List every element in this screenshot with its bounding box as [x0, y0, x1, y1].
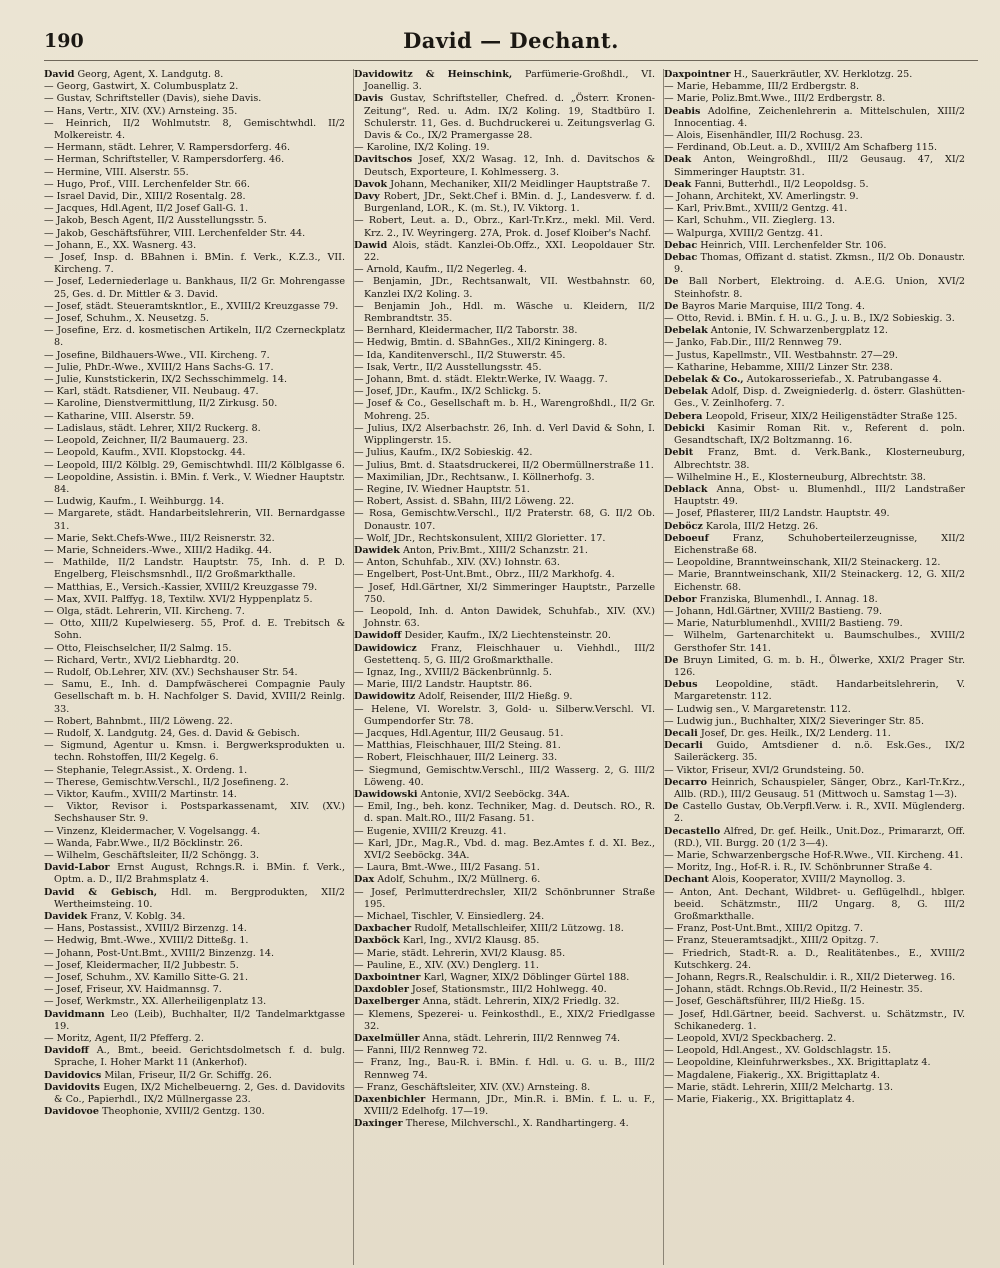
directory-entry: — Otto, XIII/2 Kupelwieserg. 55, Prof. d. E. Trebitsch & Sohn. [44, 618, 345, 642]
directory-entry: — Gustav, Schriftsteller (Davis), siehe Davis. [44, 93, 262, 105]
directory-entry: — Ferdinand, Ob.Leut. a. D., XVIII/2 Am Schafberg 115. [664, 142, 938, 154]
directory-entry: — Viktor, Friseur, XVI/2 Grundsteing. 50. [664, 764, 865, 776]
directory-entry: — Karl, JDr., Mag.R., Vbd. d. mag. Bez.Amtes f. d. XI. Bez., XVI/2 Seeböckg. 34A. [354, 837, 655, 861]
column-2 [353, 69, 655, 1265]
directory-entry: — Robert, Bahnbmt., III/2 Löweng. 22. [44, 715, 233, 727]
directory-entry: — Marie, Branntweinschank, XII/2 Steinackerg. 12, G. XII/2 Eichenstr. 68. [664, 569, 965, 593]
directory-entry: — Hedwig, Bmt.-Wwe., XVIII/2 Ditteßg. 1. [44, 935, 249, 947]
directory-entry: Debera Leopold, Friseur, XIX/2 Heiligenstädter Straße 125. [664, 410, 958, 422]
directory-entry: — Ludwig jun., Buchhalter, XIX/2 Sieveringer Str. 85. [664, 715, 925, 727]
directory-entry: — Josef, städt. Steueramtskntlor., E., XVIII/2 Kreuzgasse 79. [44, 300, 339, 312]
directory-entry: — Georg, Gastwirt, X. Columbusplatz 2. [44, 81, 239, 93]
directory-entry: De Bruyn Limited, G. m. b. H., Ölwerke, XXI/2 Prager Str. 126. [664, 654, 965, 678]
directory-entry: — Josef, Hdl.Gärtner, beeid. Sachverst. u. Schätzmstr., IV. Schikanederg. 1. [664, 1008, 965, 1032]
directory-entry: — Franz, Ing., Bau-R. i. BMin. f. Hdl. u. G. u. B., III/2 Rennweg 74. [354, 1057, 655, 1081]
directory-entry: — Hans, Vertr., XIV. (XV.) Arnsteing. 35. [44, 105, 238, 117]
directory-entry: — Walpurga, XVIII/2 Gentzg. 41. [664, 227, 823, 239]
directory-entry: Daxelmüller Anna, städt. Lehrerin, III/2 Rennweg 74. [354, 1033, 621, 1045]
directory-entry: — Olga, städt. Lehrerin, VII. Kircheng. 7. [44, 605, 245, 617]
directory-entry: Davidovits Eugen, IX/2 Michelbeuerng. 2, Ges. d. Davidovits & Co., Papierhdl., IX/2 Müllnergasse 23. [44, 1081, 345, 1106]
directory-entry: — Josef, Pflasterer, III/2 Landstr. Hauptstr. 49. [664, 508, 890, 520]
directory-entry: — Karl, Priv.Bmt., XVIII/2 Gentzg. 41. [664, 203, 848, 215]
directory-entry: — Jacques, Hdl.Agent, II/2 Josef Gall-G. 1. [44, 203, 249, 215]
directory-entry: Dawidowitz Adolf, Reisender, III/2 Hießg. 9. [354, 691, 573, 703]
directory-entry: Debelak Antonie, IV. Schwarzenbergplatz 12. [664, 325, 888, 337]
directory-entry: — Richard, Vertr., XVI/2 Liebhardtg. 20. [44, 654, 240, 666]
directory-entry: Deboeuf Franz, Schuhoberteilerzeugnisse, XII/2 Eichenstraße 68. [664, 532, 965, 556]
directory-entry: — Eugenie, XVIII/2 Kreuzg. 41. [354, 825, 507, 837]
directory-entry: — Robert, Assist. d. SBahn, III/2 Löweng. 22. [354, 496, 575, 508]
directory-entry: — Bernhard, Kleidermacher, II/2 Taborstr. 38. [354, 325, 578, 337]
directory-entry: — Pauline, E., XIV. (XV.) Denglerg. 11. [354, 959, 539, 971]
directory-entry: — Josef, Werkmstr., XX. Allerheiligenplatz 13. [44, 996, 267, 1008]
directory-entry: — Marie, III/2 Landstr. Hauptstr. 86. [354, 679, 533, 691]
directory-entry: — Hans, Postassist., XVIII/2 Birzenzg. 14. [44, 923, 247, 935]
directory-entry: — Marie, Schneiders.-Wwe., XIII/2 Hadikg. 44. [44, 544, 272, 556]
directory-entry: — Karl, Schuhm., VII. Zieglerg. 13. [664, 215, 836, 227]
directory-entry: — Josef, Perlmutterdrechsler, XII/2 Schönbrunner Straße 195. [354, 886, 655, 910]
directory-entry: — Marie, Fiakerig., XX. Brigittaplatz 4. [664, 1094, 855, 1106]
directory-entry: — Herman, Schriftsteller, V. Rampersdorferg. 46. [44, 154, 285, 166]
directory-entry: — Siegmund, Gemischtw.Verschl., III/2 Wasserg. 2, G. III/2 Löweng. 40. [354, 764, 655, 788]
directory-entry: — Magdalene, Fiakerig., XX. Brigittaplatz 4. [664, 1069, 880, 1081]
directory-entry: — Michael, Tischler, V. Einsiedlerg. 24. [354, 911, 545, 923]
directory-entry: — Mathilde, II/2 Landstr. Hauptstr. 75, Inh. d. P. D. Engelberg, Fleischsmsnhdl., II/2 Großmarkthalle. [44, 557, 345, 581]
directory-entry: — Josef, Geschäftsführer, III/2 Hießg. 15. [664, 996, 865, 1008]
directory-entry: Debac Heinrich, VIII. Lerchenfelder Str. 106. [664, 239, 887, 251]
directory-entry: — Julius, IX/2 Alserbachstr. 26, Inh. d. Verl David & Sohn, I. Wipplingerstr. 15. [354, 422, 655, 447]
directory-entry: Dawidoff Desider, Kaufm., IX/2 Liechtensteinstr. 20. [354, 630, 611, 642]
directory-entry: — Wolf, JDr., Rechtskonsulent, XIII/2 Gloriettег. 17. [354, 532, 606, 544]
directory-entry: — Marie, Poliz.Bmt.Wwe., III/2 Erdbergstr. 8. [664, 93, 886, 105]
directory-entry: — Julius, Kaufm., IX/2 Sobieskig. 42. [354, 447, 533, 459]
directory-entry: Davok Johann, Mechaniker, XII/2 Meidlinger Hauptstraße 7. [354, 178, 651, 190]
directory-entry: De Bayros Marie Marquise, III/2 Tong. 4. [664, 300, 865, 312]
directory-entry: — Karoline, IX/2 Koling. 19. [354, 142, 490, 154]
directory-entry: Dawid Alois, städt. Kanzlei-Ob.Offz., XXI. Leopoldauer Str. 22. [354, 239, 655, 264]
directory-entry: Deabis Adolfine, Zeichenlehrerin a. Mittelschulen, XIII/2 Innocentiag. 4. [664, 105, 965, 129]
directory-entry: Debelak & Co., Autokarosseriefab., X. Patrubangasse 4. [664, 374, 942, 386]
directory-entry: — Hedwig, Bmtin. d. SBahnGes., XII/2 Kiningerg. 8. [354, 337, 608, 349]
directory-entry: — Josef, Insp. d. BBahnen i. BMin. f. Verk., K.Z.3., VII. Kircheng. 7. [44, 252, 345, 276]
directory-entry: Decastello Alfred, Dr. gef. Heilk., Unit.Doz., Primararzt, Off. (RD.), VII. Burgg. 20 (1/2 3—4). [664, 825, 965, 849]
directory-entry: — Rudolf, X. Landgutg. 24, Ges. d. David & Gebisch. [44, 727, 300, 739]
directory-entry: — Moritz, Ing., Hof-R. i. R., IV. Schönbrunner Straße 4. [664, 862, 933, 874]
directory-entry: Davidek Franz, V. Koblg. 34. [44, 911, 186, 923]
directory-entry: Dax Adolf, Schuhm., IX/2 Müllnerg. 6. [354, 874, 541, 886]
directory-entry: David-Labor Ernst August, Rchngs.R. i. BMin. f. Verk., Optm. a. D., II/2 Brahmsplatz 4. [44, 862, 345, 886]
directory-entry: Daxpointner H., Sauerkräutler, XV. Herklotzg. 25. [664, 69, 913, 80]
directory-entry: — Regine, IV. Wiedner Hauptstr. 51. [354, 483, 530, 495]
directory-entry: Decarro Heinrich, Schauspieler, Sänger, Obrz., Karl-Tr.Krz., Allb. (RD.), III/2 Geusaug. 51 (Mittwoch u. Samstag 1—3). [664, 776, 965, 800]
directory-entry: — Johann, Regrs.R., Realschuldir. i. R., XII/2 Dieterweg. 16. [664, 972, 956, 984]
directory-entry: Decali Josef, Dr. ges. Heilk., IX/2 Lenderg. 11. [664, 727, 891, 739]
directory-entry: — Helene, VI. Worelstr. 3, Gold- u. Silberw.Verschl. VI. Gumpendorfer Str. 78. [354, 703, 655, 727]
directory-entry: — Ludwig sen., V. Margaretenstr. 112. [664, 703, 851, 715]
directory-entry: Daxinger Therese, Milchverschl., X. Randhartingerg. 4. [354, 1118, 629, 1130]
directory-entry: — Josef, Kleidermacher, II/2 Jubbestr. 5. [44, 959, 239, 971]
directory-entry: — Johann, Architekt, XV. Amerlingstr. 9. [664, 191, 859, 203]
directory-entry: Debelak Adolf, Disp. d. Zweigniederlg. d. österr. Glashütten-Ges., V. Zeinlhoferg. 7. [664, 386, 965, 410]
directory-entry: — Marie, Naturblumenhdl., XVIII/2 Bastieng. 79. [664, 618, 903, 630]
directory-entry: — Leopold, XVI/2 Speckbacherg. 2. [664, 1033, 837, 1045]
directory-entry: — Maximilian, JDr., Rechtsanw., I. Köllnerhofg. 3. [354, 471, 595, 483]
directory-entry: — Josef, Friseur, XV. Haidmannsg. 7. [44, 984, 222, 996]
directory-entry: — Margarete, städt. Handarbeitslehrerin, VII. Bernardgasse 31. [44, 508, 345, 532]
directory-entry: — Max, XVII. Palffyg. 18, Textilw. XVI/2 Hyppenplatz 5. [44, 593, 313, 605]
directory-entry: — Robert, Leut. a. D., Obrz., Karl-Tr.Krz., mekl. Mil. Verd. Krz. 2., IV. Weyringerg. 27A, Prok. d. Josef Kloiber's Nachf. [354, 215, 655, 239]
directory-entry: — Johann, Hdl.Gärtner, XVIII/2 Bastieng. 79. [664, 605, 883, 617]
directory-entry: Davidovics Milan, Friseur, II/2 Gr. Schiffg. 26. [44, 1069, 272, 1081]
directory-entry: — Janko, Fab.Dir., III/2 Rennweg 79. [664, 337, 842, 349]
directory-entry: — Wilhelm, Geschäftsleiter, II/2 Schöngg. 3. [44, 850, 260, 861]
directory-entry: — Sigmund, Agentur u. Kmsn. i. Bergwerksprodukten u. techn. Rohstoffen, III/2 Kegelg. 6. [44, 740, 345, 764]
directory-entry: — Franz, Post-Unt.Bmt., XIII/2 Opitzg. 7. [664, 923, 864, 935]
directory-entry: — Marie, städt. Lehrerin, XVI/2 Klausg. 85. [354, 947, 566, 959]
directory-entry: — Anton, Ant. Dechant, Wildbret- u. Geflügelhdl., hblger. beeid. Schätzmstr., III/2 Ungarg. 8, G. III/2 Großmarkthalle. [664, 886, 965, 923]
directory-entry: Daxenbichler Hermann, JDr., Min.R. i. BMin. f. L. u. F., XVIII/2 Edelhofg. 17—19. [354, 1094, 655, 1118]
directory-entry: Davidowitz & Heinschink, Parfümerie-Großhdl., VI. Joanellig. 3. [354, 69, 655, 93]
directory-entry: — Leopold, Hdl.Angest., XV. Goldschlagstr. 15. [664, 1045, 892, 1057]
directory-entry: — Isak, Vertr., II/2 Ausstellungsstr. 45. [354, 361, 542, 373]
directory-entry: — Leopoldine, Assistin. i. BMin. f. Verk., V. Wiedner Hauptstr. 84. [44, 471, 345, 495]
directory-entry: — Karoline, Dienstvermittlung, II/2 Zirkusg. 50. [44, 398, 278, 410]
directory-entry: — Marie, Hebamme, III/2 Erdbergstr. 8. [664, 81, 860, 93]
directory-entry: Daxdobler Josef, Stationsmstr., III/2 Hohlwegg. 40. [354, 984, 607, 996]
directory-entry: — Johann, städt. Rchngs.Ob.Revid., II/2 Heinestr. 35. [664, 984, 923, 996]
directory-entry: — Ludwig, Kaufm., I. Weihburgg. 14. [44, 496, 225, 508]
directory-entry: — Friedrich, Stadt-R. a. D., Realitätenbes., E., XVIII/2 Kutschkerg. 24. [664, 947, 965, 971]
directory-entry: Davy Robert, JDr., Sekt.Chef i. BMin. d. J., Landesverw. f. d. Burgenland, LOR., K. (m. St.), IV. Viktorg. 1. [354, 191, 655, 215]
directory-entry: — Leopold, III/2 Kölblg. 29, Gemischtwhdl. III/2 Kölblgasse 6. [44, 459, 345, 471]
directory-entry: — Johann, E., XX. Wasnerg. 43. [44, 239, 197, 251]
directory-entry: Decarli Guido, Amtsdiener d. n.ö. Esk.Ges., IX/2 Saileräckerg. 35. [664, 740, 965, 764]
directory-entry: — Josef, Schuhm., X. Neusetzg. 5. [44, 313, 209, 325]
directory-entry: — Franz, Geschäftsleiter, XIV. (XV.) Arnsteing. 8. [354, 1081, 591, 1093]
directory-entry: Davis Gustav, Schriftsteller, Chefred. d. „Österr. Kronen-Zeitung“, Red. u. Adm. IX/2 Koling. 19, Stadtbüro I. Schulerstr. 11, Ges. d. Buchdruckerei u. Zeitungsverlag G. Davis & Co., IX/2 Pramergasse 28. [354, 93, 655, 142]
directory-entry: Debit Franz, Bmt. d. Verk.Bank., Klosterneuburg, Albrechtstr. 38. [664, 447, 965, 471]
directory-entry: Dechant Alois, Kooperator, XVIII/2 Maynollog. 3. [664, 874, 906, 886]
directory-entry: — Otto, Revid. i. BMin. f. H. u. G., J. u. B., IX/2 Sobieskig. 3. [664, 313, 955, 325]
directory-entry: — Viktor, Kaufm., XVIII/2 Martinstr. 14. [44, 788, 237, 800]
directory-entry: — Marie, Schwarzenbergsche Hof-R.Wwe., VII. Kircheng. 41. [664, 850, 964, 861]
directory-entry: — Arnold, Kaufm., II/2 Negerleg. 4. [354, 264, 527, 276]
columns [44, 69, 978, 1265]
directory-entry: — Ignaz, Ing., XVIII/2 Bäckenbrünnlg. 5. [354, 666, 552, 678]
directory-entry: — Josef, JDr., Kaufm., IX/2 Schlickg. 5. [354, 386, 542, 398]
directory-entry: De Castello Gustav, Ob.Verpfl.Verw. i. R., XVII. Müglenderg. 2. [664, 801, 965, 825]
directory-entry: — Benjamin Joh., Hdl. m. Wäsche u. Kleidern, II/2 Rembrandtstr. 35. [354, 300, 655, 325]
directory-entry: — Engelbert, Post-Unt.Bmt., Obrz., III/2 Markhofg. 4. [354, 569, 615, 581]
directory-entry: Davidoff A., Bmt., beeid. Gerichtsdolmetsch f. d. bulg. Sprache, I. Hoher Markt 11 (Ankerhof). [44, 1045, 345, 1069]
page-number: 190 [44, 30, 84, 52]
directory-entry: — Ladislaus, städt. Lehrer, XII/2 Ruckerg. 8. [44, 422, 261, 434]
directory-entry: — Julius, Bmt. d. Staatsdruckerei, II/2 Obermüllnerstraße 11. [354, 459, 654, 471]
directory-entry: David & Gebisch, Hdl. m. Bergprodukten, XII/2 Wertheimsteing. 10. [44, 886, 345, 910]
directory-entry: — Leopold, Kaufm., XVII. Klopstockg. 44. [44, 447, 246, 459]
directory-entry: — Franz, Steueramtsadjkt., XIII/2 Opitzg. 7. [664, 935, 879, 947]
directory-entry: — Jacques, Hdl.Agentur, III/2 Geusaug. 51. [354, 727, 564, 739]
directory-entry: — Hugo, Prof., VIII. Lerchenfelder Str. 66. [44, 178, 250, 190]
directory-entry: Deböcz Karola, III/2 Hetzg. 26. [664, 520, 819, 532]
directory-entry: Dawidek Anton, Priv.Bmt., XIII/2 Schanzstr. 21. [354, 544, 588, 556]
directory-entry: — Marie, Sekt.Chefs-Wwe., III/2 Reisnerstr. 32. [44, 532, 275, 544]
directory-entry: — Matthias, Fleischhauer, III/2 Steing. 81. [354, 740, 561, 752]
directory-entry: Debus Leopoldine, städt. Handarbeitslehrerin, V. Margaretenstr. 112. [664, 679, 965, 703]
directory-entry: — Samu, E., Inh. d. Dampfwäscherei Compagnie Pauly Gesellschaft m. b. H. Nachfolger S. David, XVIII/2 Reinlg. 33. [44, 679, 345, 715]
directory-entry: — Emil, Ing., beh. konz. Techniker, Mag. d. Deutsch. RO., R. d. span. Malt.RO., III/2 Fasang. 51. [354, 801, 655, 825]
directory-entry: — Ida, Kanditenverschl., II/2 Stuwerstr. 45. [354, 349, 566, 361]
directory-entry: Debor Franziska, Blumenhdl., I. Annag. 18. [664, 593, 878, 605]
directory-entry: David Georg, Agent, X. Landgutg. 8. [44, 69, 224, 80]
directory-entry: — Vinzenz, Kleidermacher, V. Vogelsangg. 4. [44, 825, 261, 837]
directory-entry: — Rosa, Gemischtw.Verschl., II/2 Praterstr. 68, G. II/2 Ob. Donaustr. 107. [354, 508, 655, 532]
directory-entry: — Josef, Lederniederlage u. Bankhaus, II/2 Gr. Mohrengasse 25, Ges. d. Dr. Mittler & 3. David. [44, 276, 345, 300]
directory-entry: — Jakob, Besch Agent, II/2 Ausstellungsstr. 5. [44, 215, 267, 227]
directory-entry: — Leopold, Zeichner, II/2 Baumauerg. 23. [44, 435, 248, 447]
directory-entry: — Julie, Kunststickerin, IX/2 Sechsschimmelg. 14. [44, 374, 288, 386]
directory-entry: Daxelberger Anna, städt. Lehrerin, XIX/2 Friedlg. 32. [354, 996, 620, 1008]
directory-entry: — Julie, PhDr.-Wwe., XVIII/2 Hans Sachs-G. 17. [44, 361, 274, 373]
directory-entry: — Hermine, VIII. Alserstr. 55. [44, 166, 189, 178]
directory-entry: — Josef, Schuhm., XV. Kamillo Sitte-G. 21. [44, 972, 249, 984]
directory-entry: — Jakob, Geschäftsführer, VIII. Lerchenfelder Str. 44. [44, 227, 306, 239]
directory-entry: Deblack Anna, Obst- u. Blumenhdl., III/2 Landstraßer Hauptstr. 49. [664, 483, 965, 508]
directory-entry: Dawidowicz Franz, Fleischhauer u. Viehhdl., III/2 Gestettenq. 5, G. III/2 Großmarkthalle. [354, 642, 655, 666]
directory-entry: — Moritz, Agent, II/2 Pfefferg. 2. [44, 1033, 204, 1045]
directory-entry: — Justus, Kapellmstr., VII. Westbahnstr. 27—29. [664, 349, 898, 361]
page-title: David — Dechant. [403, 28, 619, 53]
directory-entry: — Karl, städt. Ratsdiener, VII. Neubaug. 47. [44, 386, 259, 398]
directory-entry: — Hermann, städt. Lehrer, V. Rampersdorferg. 46. [44, 142, 291, 154]
directory-entry: — Heinrich, II/2 Wohlmutstr. 8, Gemischtwhdl. II/2 Molkereistr. 4. [44, 117, 345, 142]
directory-entry: — Johann, Bmt. d. städt. Elektr.Werke, IV. Waagg. 7. [354, 374, 608, 386]
directory-entry: — Anton, Schuhfab., XIV. (XV.) Iohnstr. 63. [354, 557, 560, 569]
directory-entry: Davidmann Leo (Leib), Buchhalter, II/2 Tandelmarktgasse 19. [44, 1008, 345, 1032]
directory-entry: — Katharine, Hebamme, XIII/2 Linzer Str. 238. [664, 361, 893, 373]
directory-entry: — Laura, Bmt.-Wwe., III/2 Fasang. 51. [354, 862, 540, 874]
directory-entry: — Stephanie, Telegr.Assist., X. Ordeng. 1. [44, 764, 248, 776]
directory-entry: Davidovoe Theophonie, XVIII/2 Gentzg. 130. [44, 1106, 265, 1118]
directory-entry: — Josef & Co., Gesellschaft m. b. H., Warengroßhdl., II/2 Gr. Mohreng. 25. [354, 398, 655, 422]
directory-entry: — Leopold, Inh. d. Anton Dawidek, Schuhfab., XIV. (XV.) Johnstr. 63. [354, 605, 655, 630]
directory-entry: — Josef, Hdl.Gärtner, XI/2 Simmeringer Hauptstr., Parzelle 750. [354, 581, 655, 605]
page-header [44, 28, 978, 61]
directory-entry: — Matthias, E., Versich.-Kassier, XVIII/2 Kreuzgasse 79. [44, 581, 318, 593]
directory-entry: Daxbointner Karl, Wagner, XIX/2 Döblinger Gürtel 188. [354, 972, 630, 984]
directory-entry: — Johann, Post-Unt.Bmt., XVIII/2 Binzenzg. 14. [44, 947, 275, 959]
directory-entry: Daxbacher Rudolf, Metallschleifer, XIII/2 Lützowg. 18. [354, 923, 624, 935]
directory-entry: — Robert, Fleischhauer, III/2 Leinerg. 33. [354, 752, 558, 764]
directory-entry: — Leopoldine, Branntweinschank, XII/2 Steinackerg. 12. [664, 557, 941, 569]
directory-entry: De Ball Norbert, Elektroing. d. A.E.G. Union, XVI/2 Steinhofstr. 8. [664, 276, 965, 300]
column-1 [44, 69, 345, 1265]
directory-entry: — Rudolf, Ob.Lehrer, XIV. (XV.) Sechshauser Str. 54. [44, 666, 298, 678]
directory-entry: — Leopoldine, Kleinfuhrwerksbes., XX. Brigittaplatz 4. [664, 1057, 931, 1069]
directory-entry: Davitschos Josef, XX/2 Wasag. 12, Inh. d. Davitschos & Deutsch, Exporteure, I. Kohlmesserg. 3. [354, 154, 655, 178]
directory-entry: — Fanni, III/2 Rennweg 72. [354, 1045, 488, 1057]
directory-entry: — Marie, städt. Lehrerin, XIII/2 Melchartg. 13. [664, 1081, 893, 1093]
directory-entry: — Wanda, Fabr.Wwe., II/2 Böcklinstr. 26. [44, 837, 243, 849]
directory-entry: — Josefine, Bildhauers-Wwe., VII. Kircheng. 7. [44, 349, 270, 361]
directory-entry: Debicki Kasimir Roman Rit. v., Referent d. poln. Gesandtschaft, IX/2 Boltzmanng. 16. [664, 422, 965, 447]
directory-entry: — Therese, Gemischtw.Verschl., II/2 Josefineng. 2. [44, 776, 289, 788]
directory-entry: — Katharine, VIII. Alserstr. 59. [44, 410, 195, 422]
directory-entry: — Alois, Eisenhändler, III/2 Rochusg. 23. [664, 130, 863, 142]
column-3 [663, 69, 965, 1265]
directory-entry: Deak Fanni, Butterhdl., II/2 Leopoldsg. 5. [664, 178, 869, 190]
directory-entry: Daxböck Karl, Ing., XVI/2 Klausg. 85. [354, 935, 540, 947]
directory-entry: Dawidowski Antonie, XVI/2 Seeböckg. 34A. [354, 788, 570, 800]
directory-entry: — Josefine, Erz. d. kosmetischen Artikeln, II/2 Czerneckplatz 8. [44, 325, 345, 349]
directory-entry: — Wilhelm, Gartenarchitekt u. Baumschulbes., XVIII/2 Gersthofer Str. 141. [664, 630, 965, 654]
directory-entry: Debac Thomas, Offizant d. statist. Zkmsn., II/2 Ob. Donaustr. 9. [664, 252, 965, 276]
directory-entry: — Klemens, Spezerei- u. Feinkosthdl., E., XIX/2 Friedlgasse 32. [354, 1008, 655, 1032]
directory-entry: — Wilhelmine H., E., Klosterneuburg, Albrechtstr. 38. [664, 471, 926, 483]
directory-entry: Deak Anton, Weingroßhdl., III/2 Geusaug. 47, XI/2 Simmeringer Hauptstr. 31. [664, 154, 965, 178]
directory-entry: — Otto, Fleischselcher, II/2 Salmg. 15. [44, 642, 232, 654]
directory-entry: — Israel David, Dir., XIII/2 Rosentalg. 28. [44, 191, 246, 203]
directory-entry: — Viktor, Revisor i. Postsparkassenamt, XIV. (XV.) Sechshauser Str. 9. [44, 801, 345, 825]
directory-entry: — Benjamin, JDr., Rechtsanwalt, VII. Westbahnstr. 60, Kanzlei IX/2 Koling. 3. [354, 276, 655, 300]
